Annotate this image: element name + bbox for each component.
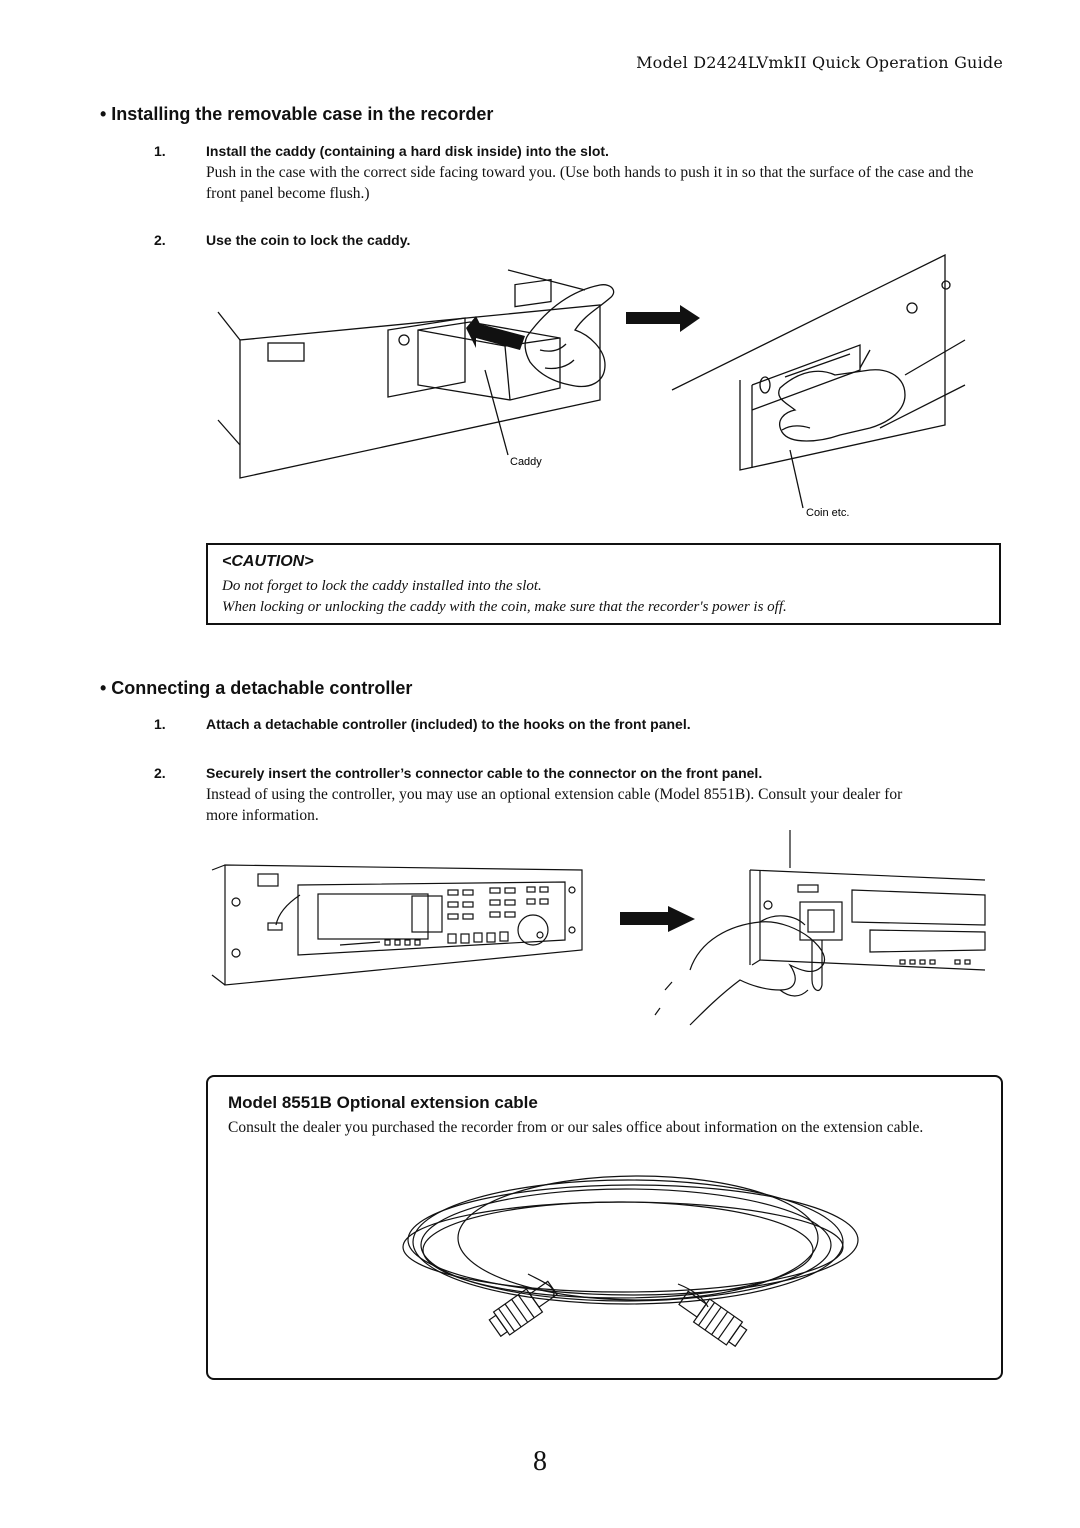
caution-box (206, 543, 1001, 625)
step-number: 2. (154, 232, 166, 248)
step-number: 1. (154, 716, 166, 732)
step-heading: Use the coin to lock the caddy. (206, 232, 411, 248)
step-number: 1. (154, 143, 166, 159)
section-title-installing-case: • Installing the removable case in the recorder (100, 104, 494, 124)
step-heading: Securely insert the controller’s connector cable to the connector on the front panel. (206, 765, 763, 781)
optional-cable-box (206, 1075, 1003, 1380)
extension-cable-illustration (208, 1172, 1005, 1372)
step-heading: Attach a detachable controller (included) to the hooks on the front panel. (206, 716, 691, 732)
step-body: Push in the case with the correct side facing toward you. (Use both hands to push it in so that the surface of the case and the front panel become flush.) (206, 164, 974, 202)
page-number: 8 (533, 1446, 547, 1477)
caddy-insertion-illustration (0, 250, 1080, 550)
caddy-label: Caddy (510, 456, 542, 468)
section-title-connecting-controller: • Connecting a detachable controller (100, 678, 413, 698)
cable-box-body: Consult the dealer you purchased the recorder from or our sales office about information on the extension cable. (228, 1119, 924, 1136)
step-heading: Install the caddy (containing a hard disk inside) into the slot. (206, 143, 609, 159)
step-body: Instead of using the controller, you may use an optional extension cable (Model 8551B). Consult your dealer for more information. (206, 786, 903, 824)
step-number: 2. (154, 765, 166, 781)
caution-line: When locking or unlocking the caddy with the coin, make sure that the recorder's power is off. (222, 599, 787, 615)
running-header: Model D2424LVmkII Quick Operation Guide (636, 53, 1003, 72)
caution-title: <CAUTION> (222, 553, 314, 570)
coin-label: Coin etc. (806, 507, 850, 519)
caution-line: Do not forget to lock the caddy installed into the slot. (222, 578, 542, 594)
cable-box-title: Model 8551B Optional extension cable (228, 1093, 538, 1112)
controller-illustration (0, 830, 1080, 1060)
